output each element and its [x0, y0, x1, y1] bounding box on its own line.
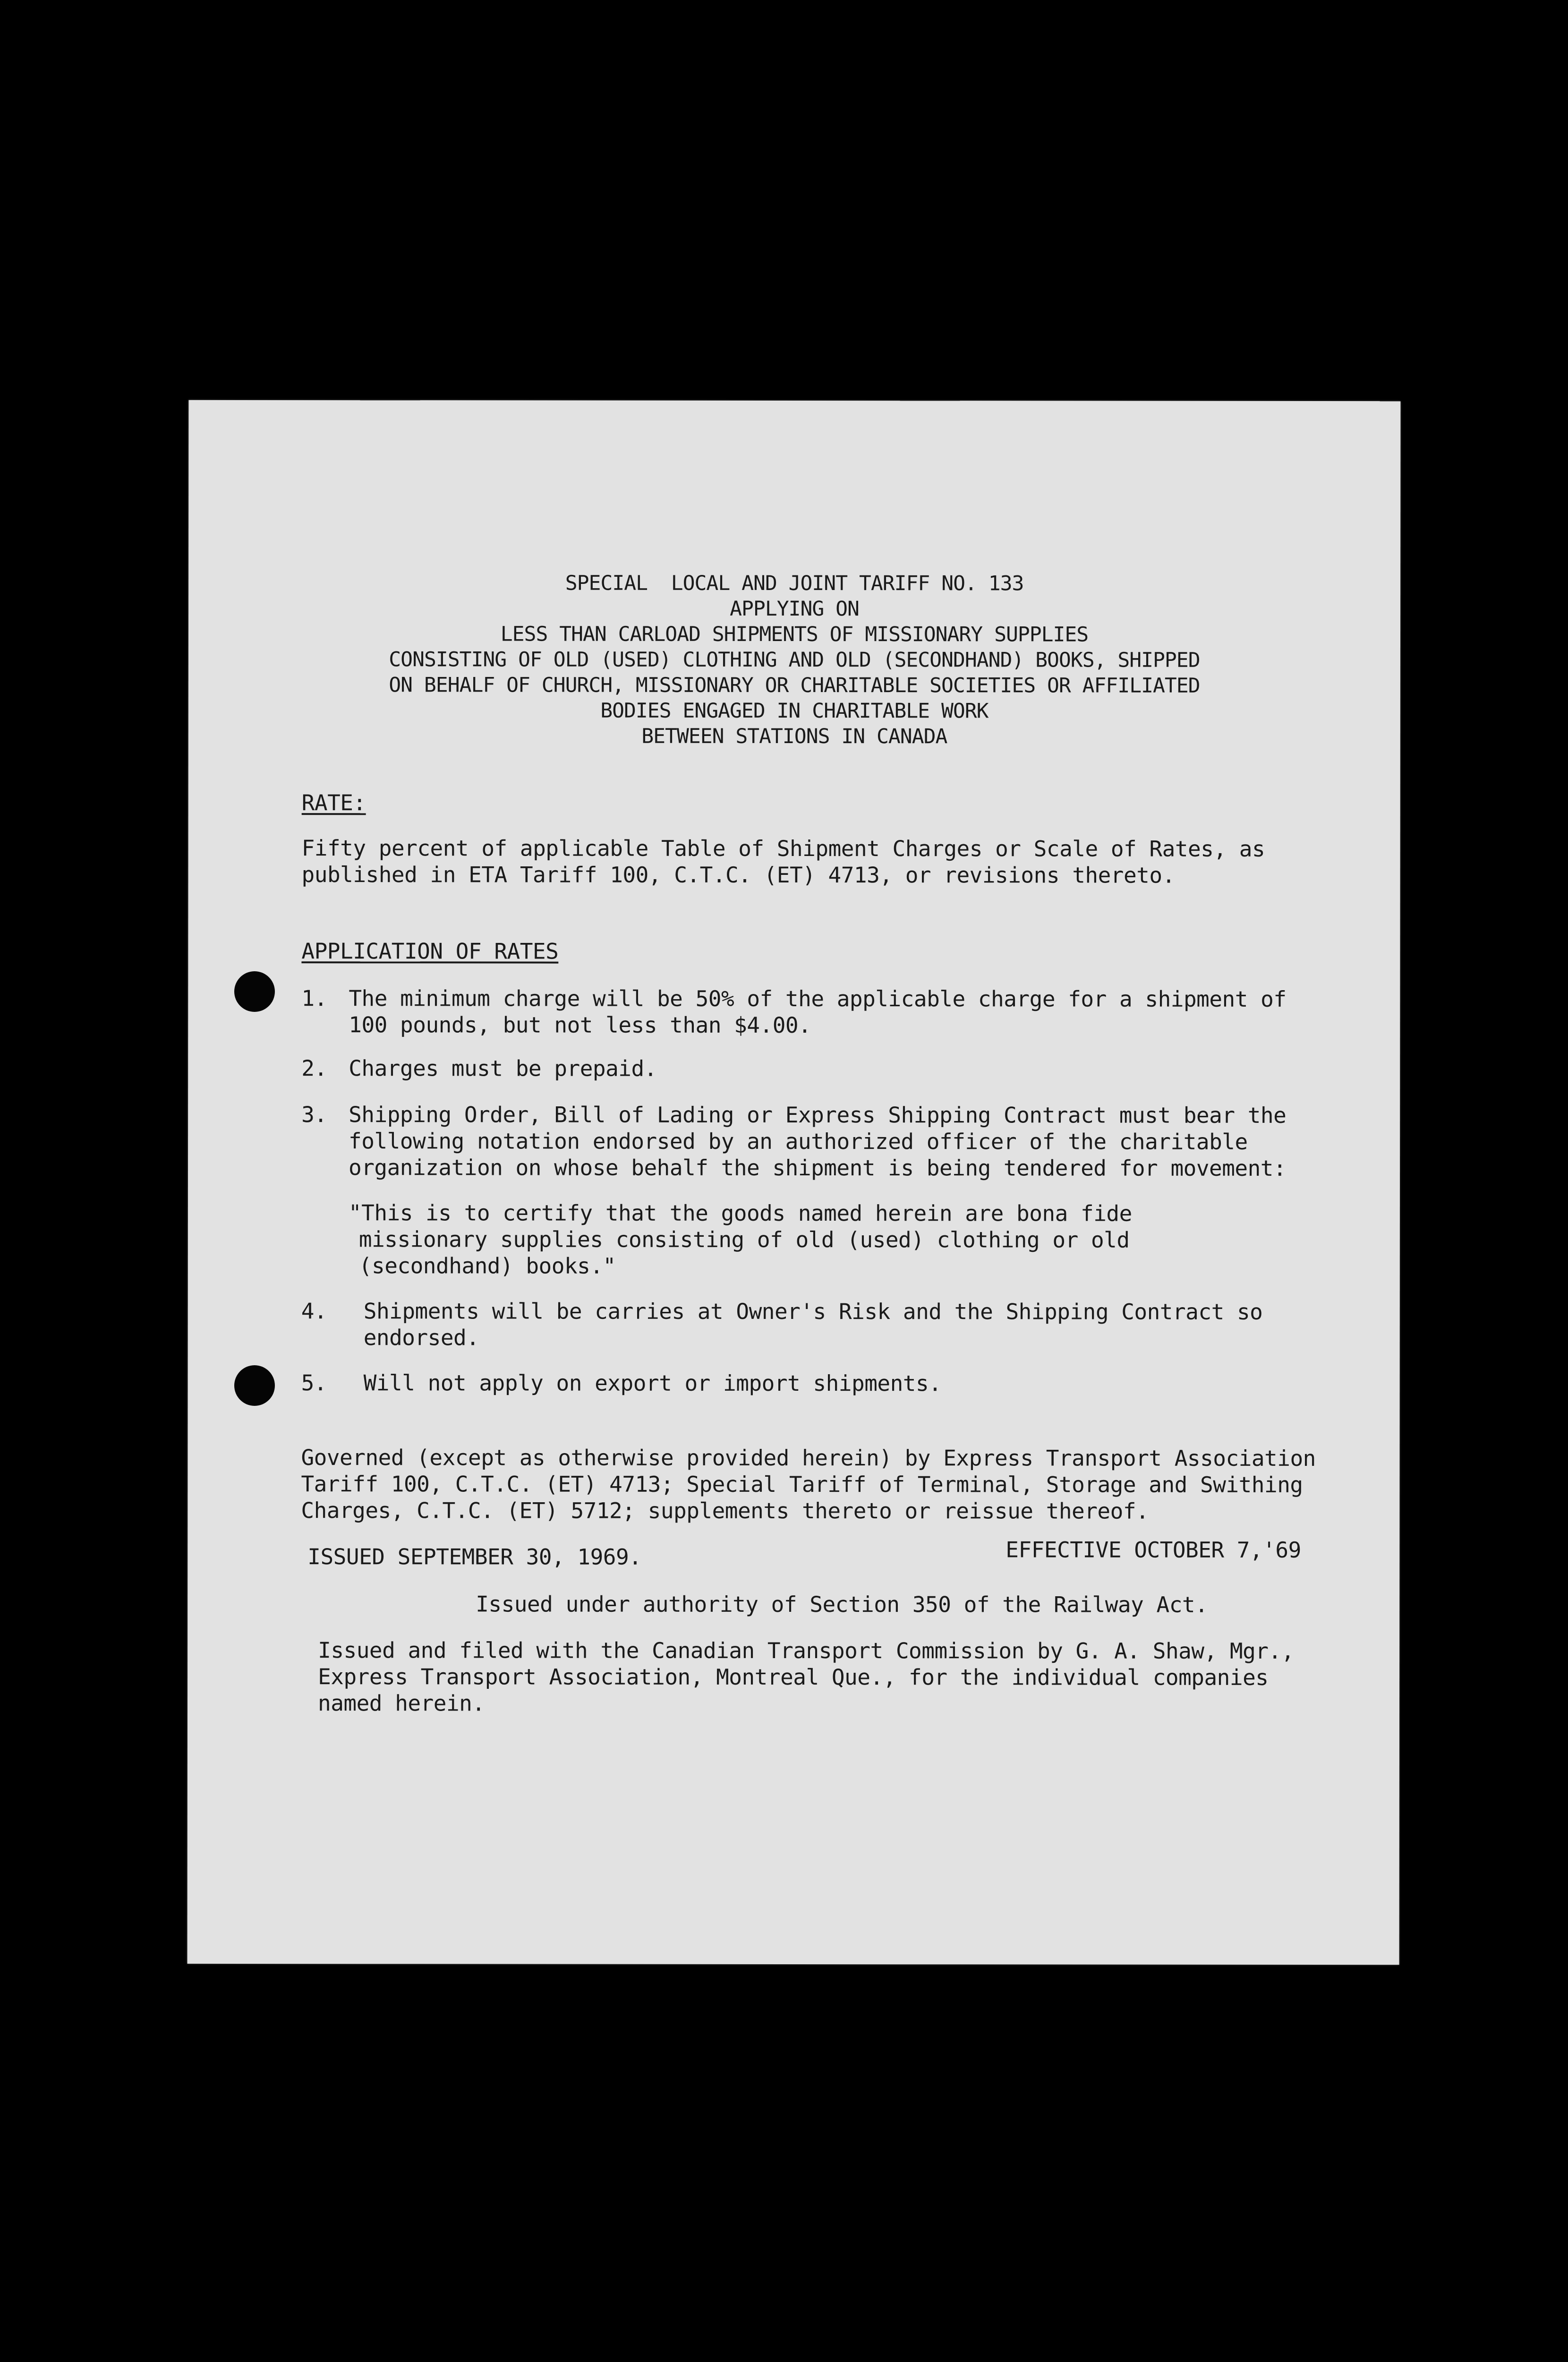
rate-text-line: published in ETA Tariff 100, C.T.C. (ET) 4713, or revisions thereto.	[301, 862, 1175, 888]
rate-text-line: Fifty percent of applicable Table of Shipment Charges or Scale of Rates, as	[301, 835, 1265, 862]
certification-quote-line: missionary supplies consisting of old (used) clothing or old	[358, 1226, 1130, 1253]
title-line: BODIES ENGAGED IN CHARITABLE WORK	[600, 699, 989, 723]
certification-quote-line: (secondhand) books."	[358, 1253, 616, 1279]
item-number: 1.	[301, 985, 327, 1011]
governed-line: Governed (except as otherwise provided herein) by Express Transport Association	[301, 1445, 1316, 1471]
tariff-document-page	[187, 400, 1401, 1965]
certification-quote-line: "This is to certify that the goods named herein are bona fide	[348, 1200, 1132, 1226]
authority-line: Issued under authority of Section 350 of the Railway Act.	[476, 1591, 1208, 1617]
item-number: 4.	[301, 1298, 327, 1324]
title-line: APPLYING ON	[730, 597, 859, 621]
filed-line: named herein.	[318, 1690, 485, 1716]
item-text-line: endorsed.	[363, 1325, 479, 1351]
item-text-line: Charges must be prepaid.	[349, 1055, 657, 1081]
title-line: ON BEHALF OF CHURCH, MISSIONARY OR CHARITABLE SOCIETIES OR AFFILIATED	[389, 673, 1200, 698]
item-text-line: Shipments will be carries at Owner's Risk and the Shipping Contract so	[363, 1298, 1263, 1325]
title-line: SPECIAL LOCAL AND JOINT TARIFF NO. 133	[565, 571, 1024, 596]
rate-heading: RATE:	[301, 790, 366, 816]
title-line: LESS THAN CARLOAD SHIPMENTS OF MISSIONARY SUPPLIES	[500, 622, 1089, 647]
filed-line: Issued and filed with the Canadian Transport Commission by G. A. Shaw, Mgr.,	[318, 1637, 1294, 1664]
title-line: BETWEEN STATIONS IN CANADA	[641, 724, 947, 749]
item-text-line: organization on whose behalf the shipment is being tendered for movement:	[349, 1155, 1287, 1181]
item-text-line: The minimum charge will be 50% of the applicable charge for a shipment of	[349, 985, 1287, 1012]
effective-date: EFFECTIVE OCTOBER 7,'69	[1006, 1537, 1301, 1563]
item-text-line: Will not apply on export or import shipments.	[363, 1370, 942, 1396]
governed-line: Tariff 100, C.T.C. (ET) 4713; Special Tariff of Terminal, Storage and Swithing	[301, 1471, 1303, 1498]
item-number: 3.	[301, 1102, 327, 1128]
tariff-title-block	[188, 570, 1400, 750]
item-number: 2.	[301, 1055, 327, 1081]
item-text-line: Shipping Order, Bill of Lading or Express Shipping Contract must bear the	[349, 1102, 1287, 1128]
item-text-line: 100 pounds, but not less than $4.00.	[349, 1012, 811, 1038]
item-number: 5.	[301, 1370, 327, 1396]
punch-hole	[234, 971, 275, 1012]
item-text-line: following notation endorsed by an authorized officer of the charitable	[349, 1128, 1248, 1155]
issued-date: ISSUED SEPTEMBER 30, 1969.	[307, 1544, 642, 1570]
punch-hole	[234, 1365, 275, 1406]
filed-line: Express Transport Association, Montreal Que., for the individual companies	[318, 1664, 1269, 1690]
application-heading: APPLICATION OF RATES	[301, 938, 559, 964]
title-line: CONSISTING OF OLD (USED) CLOTHING AND OLD (SECONDHAND) BOOKS, SHIPPED	[389, 648, 1200, 672]
governed-line: Charges, C.T.C. (ET) 5712; supplements thereto or reissue thereof.	[301, 1498, 1149, 1524]
